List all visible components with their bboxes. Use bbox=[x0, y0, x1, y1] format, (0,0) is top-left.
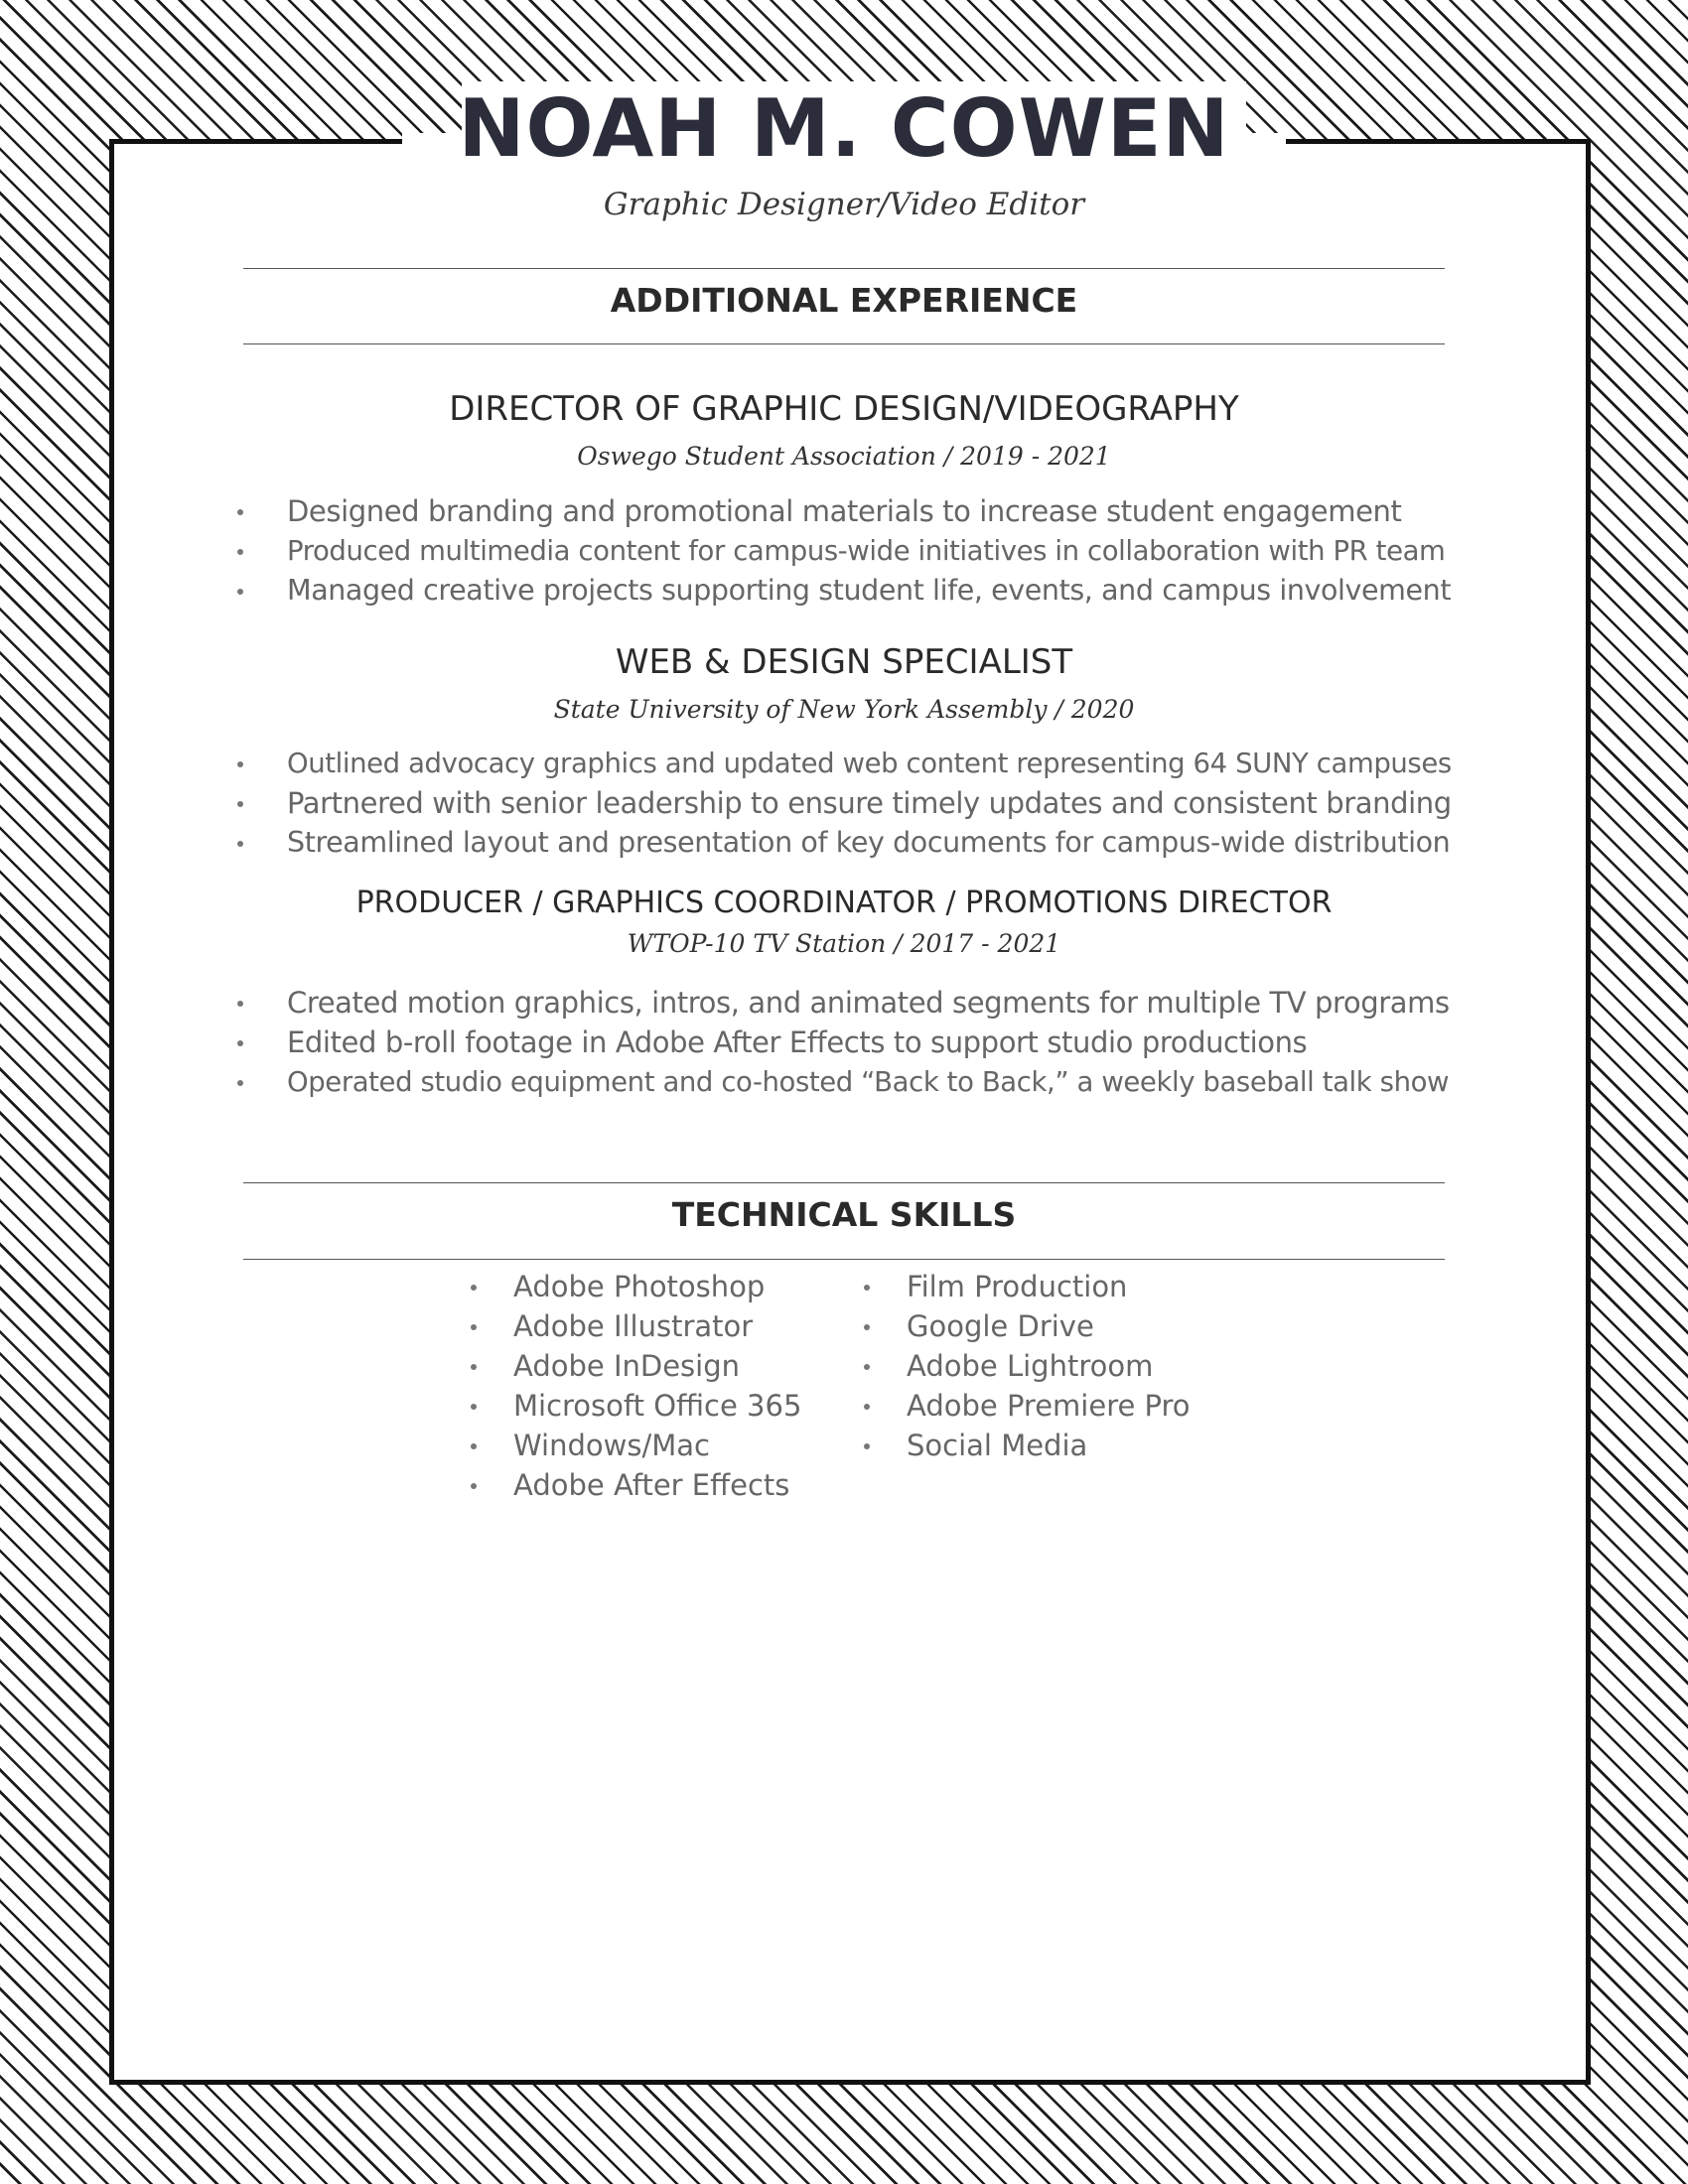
list-item: Film Production bbox=[860, 1267, 1191, 1306]
section-rule-bottom bbox=[243, 1259, 1445, 1260]
list-item: Edited b-roll footage in Adobe After Effects to support studio productions bbox=[230, 1023, 1450, 1062]
list-item: Adobe Lightroom bbox=[860, 1346, 1191, 1386]
list-item: Adobe After Effects bbox=[467, 1465, 801, 1505]
page-frame bbox=[109, 139, 1591, 2085]
job-meta: Oswego Student Association / 2019 - 2021 bbox=[577, 442, 1111, 471]
job-meta: State University of New York Assembly / 2020 bbox=[553, 695, 1135, 724]
job-meta: WTOP-10 TV Station / 2017 - 2021 bbox=[627, 929, 1061, 958]
list-item: Microsoft Office 365 bbox=[467, 1386, 801, 1426]
job-title: PRODUCER / GRAPHICS COORDINATOR / PROMOTIONS DIRECTOR bbox=[355, 886, 1333, 920]
list-item: Social Media bbox=[860, 1426, 1191, 1465]
section-rule-bottom bbox=[243, 343, 1445, 344]
list-item: Adobe InDesign bbox=[467, 1346, 801, 1386]
list-item: Produced multimedia content for campus-wide initiatives in collaboration with PR team bbox=[230, 531, 1451, 571]
list-item: Streamlined layout and presentation of key documents for campus-wide distribution bbox=[230, 823, 1452, 863]
job-bullets bbox=[230, 491, 1451, 611]
list-item: Operated studio equipment and co-hosted “Back to Back,” a weekly baseball talk show bbox=[230, 1062, 1450, 1102]
experience-heading: ADDITIONAL EXPERIENCE bbox=[610, 281, 1078, 320]
list-item: Created motion graphics, intros, and animated segments for multiple TV programs bbox=[230, 983, 1450, 1023]
candidate-name: NOAH M. COWEN bbox=[458, 82, 1230, 175]
list-item: Adobe Premiere Pro bbox=[860, 1386, 1191, 1426]
section-rule-top bbox=[243, 1182, 1445, 1183]
skills-heading: TECHNICAL SKILLS bbox=[671, 1195, 1017, 1234]
list-item: Adobe Photoshop bbox=[467, 1267, 801, 1306]
job-bullets bbox=[230, 983, 1450, 1102]
skills-list-right bbox=[860, 1267, 1191, 1465]
skills-list-left bbox=[467, 1267, 801, 1505]
list-item: Partnered with senior leadership to ensure timely updates and consistent branding bbox=[230, 783, 1452, 823]
list-item: Designed branding and promotional materials to increase student engagement bbox=[230, 491, 1451, 531]
candidate-subtitle: Graphic Designer/Video Editor bbox=[603, 187, 1085, 222]
list-item: Adobe Illustrator bbox=[467, 1306, 801, 1346]
list-item: Outlined advocacy graphics and updated web content representing 64 SUNY campuses bbox=[230, 744, 1452, 783]
list-item: Managed creative projects supporting student life, events, and campus involvement bbox=[230, 571, 1451, 611]
list-item: Google Drive bbox=[860, 1306, 1191, 1346]
section-rule-top bbox=[243, 268, 1445, 269]
job-title: DIRECTOR OF GRAPHIC DESIGN/VIDEOGRAPHY bbox=[449, 389, 1239, 429]
job-bullets bbox=[230, 744, 1452, 863]
list-item: Windows/Mac bbox=[467, 1426, 801, 1465]
job-title: WEB & DESIGN SPECIALIST bbox=[615, 642, 1073, 682]
